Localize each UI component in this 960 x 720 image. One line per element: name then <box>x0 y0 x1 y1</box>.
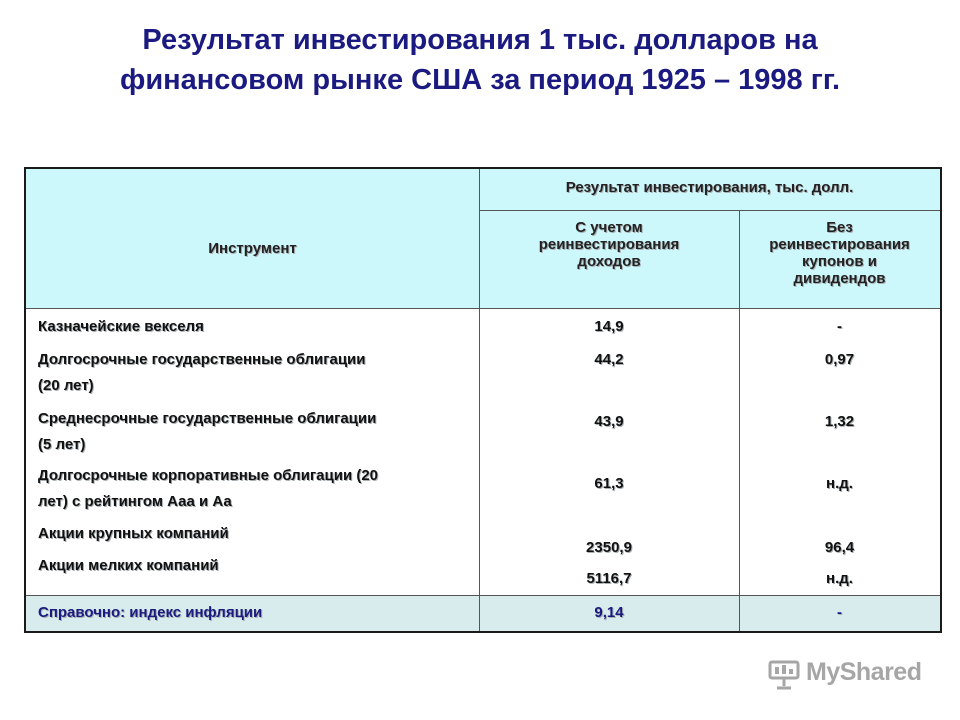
reference-with-reinvest: 9,14 <box>594 604 624 621</box>
row-name-small-stocks: Акции мелких компаний <box>38 557 219 574</box>
reference-label: Справочно: индекс инфляции <box>38 604 263 621</box>
value-with-reinvest: 14,9 <box>594 318 624 335</box>
value-without-reinvest: - <box>837 318 842 335</box>
value-with-reinvest: 5116,7 <box>586 570 632 587</box>
row-name-corp-bonds-2: лет) с рейтингом Ааа и Аа <box>38 493 232 510</box>
value-without-reinvest: 0,97 <box>824 351 855 368</box>
row-name-corp-bonds: Долгосрочные корпоративные облигации (20 <box>38 467 379 484</box>
slide-title-line-2: финансовом рынке США за период 1925 – 1998 гг. <box>119 64 841 96</box>
header-instrument-cell <box>26 169 479 308</box>
header-without-reinvest <box>739 219 940 287</box>
value-without-reinvest: н.д. <box>826 570 853 587</box>
presentation-icon <box>766 656 802 692</box>
value-without-reinvest: 96,4 <box>824 539 855 556</box>
header-bottom-line <box>26 308 940 309</box>
header-without-reinvest-line: реинвестирования <box>769 236 910 253</box>
reference-without-reinvest: - <box>837 604 842 621</box>
header-with-reinvest-line: доходов <box>577 253 641 270</box>
header-without-reinvest-line: дивидендов <box>793 270 886 287</box>
reference-row-line <box>26 595 940 596</box>
slide-title <box>40 20 920 100</box>
header-without-reinvest-line: Без <box>826 219 853 236</box>
watermark <box>766 654 946 694</box>
value-with-reinvest: 44,2 <box>594 351 624 368</box>
header-with-reinvest <box>479 219 739 270</box>
row-name-mid-govt-bonds: Среднесрочные государственные облигации <box>38 410 377 427</box>
row-name-large-stocks: Акции крупных компаний <box>38 525 229 542</box>
value-with-reinvest: 2350,9 <box>586 539 632 556</box>
row-name-treasury-bills: Казначейские векселя <box>38 318 204 335</box>
slide-title-line-1: Результат инвестирования 1 тыс. долларов на <box>142 24 818 56</box>
value-with-reinvest: 43,9 <box>594 413 624 430</box>
value-with-reinvest: 61,3 <box>594 475 624 492</box>
header-with-reinvest-line: реинвестирования <box>538 236 680 253</box>
row-name-long-govt-bonds-2: (20 лет) <box>38 377 94 394</box>
header-with-reinvest-line: С учетом <box>575 219 643 236</box>
header-divider <box>479 210 940 211</box>
investment-table <box>24 167 942 633</box>
header-instrument: Инструмент <box>208 240 297 257</box>
value-without-reinvest: н.д. <box>826 475 853 492</box>
watermark-text: MyShared <box>806 658 922 686</box>
header-group-title: Результат инвестирования, тыс. долл. <box>565 179 854 196</box>
value-without-reinvest: 1,32 <box>824 413 855 430</box>
header-without-reinvest-line: купонов и <box>802 253 877 270</box>
row-name-mid-govt-bonds-2: (5 лет) <box>38 436 86 453</box>
row-name-long-govt-bonds: Долгосрочные государственные облигации <box>38 351 366 368</box>
